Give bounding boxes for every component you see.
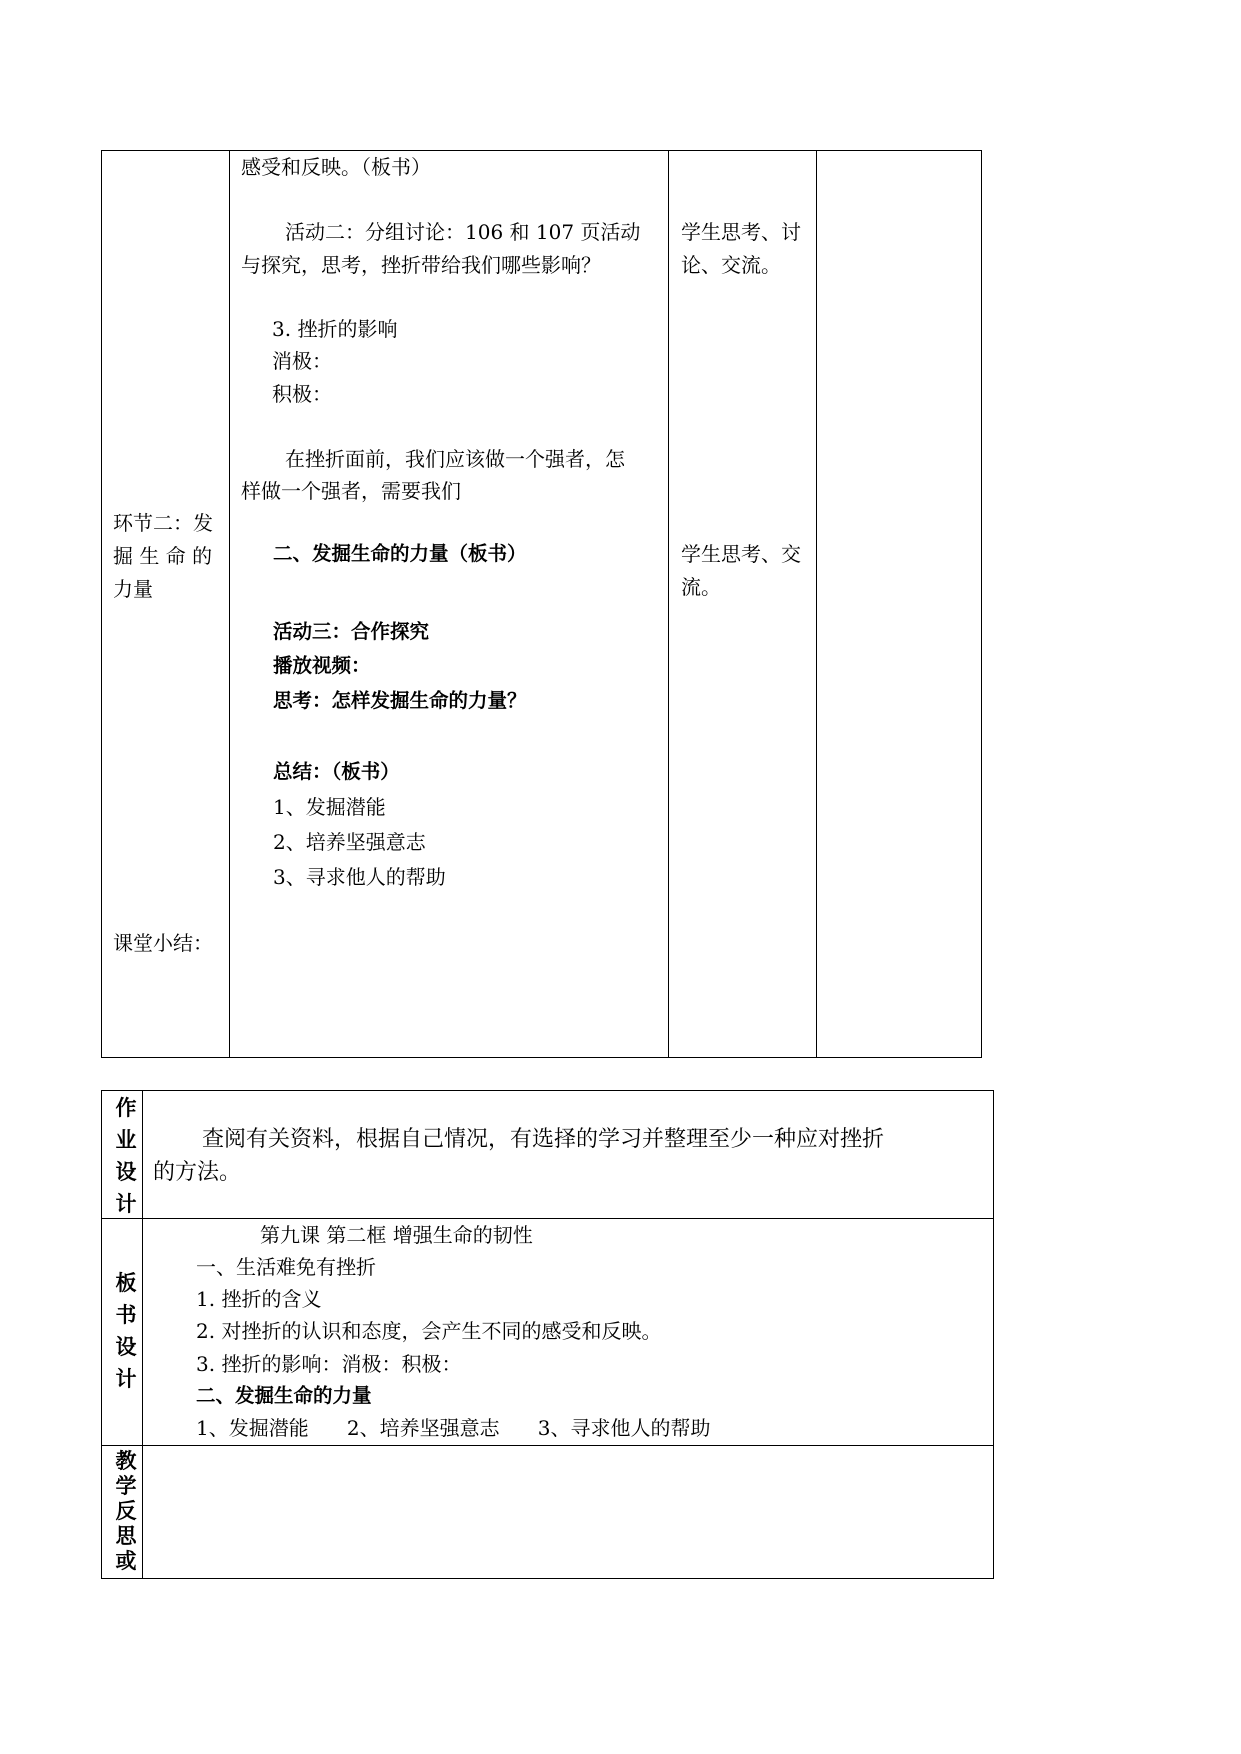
- table2-column-divider: [142, 1090, 143, 1579]
- teaching-content-line: 活动二：分组讨论：106 和 107 页活动: [285, 220, 641, 244]
- teaching-content-line: 样做一个强者，需要我们: [241, 479, 461, 503]
- board-heading: 二、发掘生命的力量: [196, 1384, 372, 1407]
- reflection-label: 教 学 反 思 或: [115, 1449, 137, 1573]
- teaching-content-line: 在挫折面前，我们应该做一个强者，怎: [285, 447, 625, 471]
- summary-item: 3、寻求他人的帮助: [273, 865, 446, 889]
- table2-row-divider: [101, 1445, 994, 1446]
- teaching-content-line: 与探究，思考，挫折带给我们哪些影响？: [241, 253, 601, 277]
- board-line: 3. 挫折的影响：消极：积极：: [196, 1352, 462, 1376]
- board-line: 一、生活难免有挫折: [196, 1255, 376, 1279]
- section-label-line: 掘 生 命 的: [113, 544, 213, 568]
- activity-heading: 播放视频：: [273, 654, 371, 677]
- teaching-content-line: 消极：: [272, 349, 332, 373]
- board-line: 2. 对挫折的认识和态度，会产生不同的感受和反映。: [196, 1319, 662, 1343]
- lesson-plan-table: [101, 150, 982, 1058]
- homework-label: 作 业 设 计: [115, 1096, 137, 1216]
- student-activity-line: 学生思考、讨: [681, 220, 801, 244]
- teaching-content-line: 感受和反映。（板书）: [241, 155, 431, 179]
- homework-text-line: 查阅有关资料，根据自己情况，有选择的学习并整理至少一种应对挫折: [202, 1127, 885, 1152]
- section-heading: 二、发掘生命的力量（板书）: [273, 542, 527, 565]
- section-label-line: 力量: [113, 577, 153, 601]
- table1-column-divider: [229, 150, 230, 1058]
- table1-column-divider: [816, 150, 817, 1058]
- activity-heading: 活动三：合作探究: [273, 620, 430, 643]
- table1-column-divider: [668, 150, 669, 1058]
- summary-item: 2、培养坚强意志: [273, 830, 426, 854]
- table2-row-divider: [101, 1218, 994, 1219]
- section-label-line: 环节二：发: [113, 511, 213, 535]
- homework-text-line: 的方法。: [153, 1160, 242, 1185]
- summary-heading: 总结：（板书）: [273, 760, 400, 783]
- board-line: 1. 挫折的含义: [196, 1287, 322, 1311]
- teaching-content-line: 积极：: [272, 382, 332, 406]
- student-activity-line: 学生思考、交: [681, 542, 801, 566]
- teaching-content-line: 3. 挫折的影响: [272, 317, 398, 341]
- class-summary-label: 课堂小结：: [113, 931, 213, 955]
- board-title: 第九课 第二框 增强生命的韧性: [260, 1223, 533, 1247]
- activity-heading: 思考：怎样发掘生命的力量？: [273, 689, 527, 712]
- board-line: 1、发掘潜能 2、培养坚强意志 3、寻求他人的帮助: [196, 1416, 711, 1440]
- student-activity-line: 流。: [681, 575, 721, 599]
- board-design-label: 板 书 设 计: [115, 1271, 137, 1391]
- summary-item: 1、发掘潜能: [273, 795, 386, 819]
- student-activity-line: 论、交流。: [681, 253, 781, 277]
